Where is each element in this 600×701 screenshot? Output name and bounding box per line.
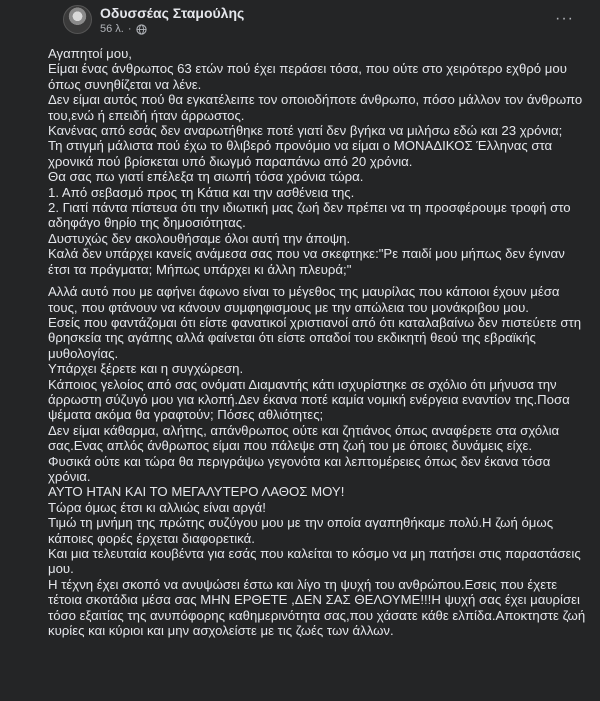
post-paragraph: 1. Από σεβασμό προς τη Κάτια και την ασθένεια της. — [48, 184, 355, 200]
post-paragraph: Κανένας από εσάς δεν αναρωτήθηκε ποτέ γιατί δεν βγήκα να μιλήσω εδώ και 23 χρόνια; — [48, 123, 563, 139]
post-paragraph: Φυσικά ούτε και τώρα θα περιγράψω γεγονότα και λεπτομέρειες όπως δεν έκανα τόσα χρόνια. — [48, 453, 551, 484]
post-paragraph: Θα σας πω γιατί επέλεξα τη σιωπή τόσα χρόνια τώρα. — [48, 169, 364, 185]
post-paragraph: Αγαπητοί μου, — [48, 46, 132, 61]
post-paragraph: Δεν είμαι κάθαρμα, αλήτης, απάνθρωπος ούτε και ζητιάνος όπως αναφέρετε στα σχόλια σας.Ενας απλός άνθρωπος είμαι που πάλεψε στη ζωή του με όποιες δυνάμεις είχε. — [48, 422, 560, 454]
post-paragraph: Καλά δεν υπάρχει κανείς ανάμεσα σας που να σκεφτηκε:"Ρε παιδί μου μήπως δεν έγιναν έτσι τα πράγματα; Μήπως υπάρχει κι άλλη πλευρά;" — [48, 246, 565, 277]
post-paragraph: Είμαι ένας άνθρωπος 63 ετών πού έχει περάσει τόσα, που ούτε στο χειρότερο εχθρό μου όπως συνηθίζεται να λένε. — [48, 61, 567, 92]
post-header — [14, 0, 586, 42]
post-paragraph: Τη στιγμή μάλιστα πού έχω το θλιβερό προνόμιο να είμαι ο ΜΟΝΑΔΙΚΟΣ Έλληνας στα χρονικά πού βρίσκεται υπό διωγμό παραπάνω από 20 χρόνια. — [48, 138, 553, 169]
post-meta: 56 λ. · — [100, 23, 147, 35]
post-paragraph: 2. Γιατί πάντα πίστευα ότι την ιδιωτική μας ζωή δεν πρέπει να τη προσφέρουμε τροφή στο αδηφάγο θηρίο της δημοσιότητας. — [48, 200, 571, 231]
post-paragraph: Αλλά αυτό που με αφήνει άφωνο είναι το μέγεθος της μαυρίλας που κάποιοι έχουν μέσα τους, που φτάνουν να κάνουν συμφηφισμους με την απώλεια του μονάκριβου μου. — [48, 284, 560, 315]
post-time[interactable]: 56 λ. — [100, 23, 124, 35]
post-paragraph: ΑΥΤΟ ΗΤΑΝ ΚΑΙ ΤΟ ΜΕΓΑΛΥΤΕΡΟ ΛΑΘΟΣ ΜΟΥ! — [48, 484, 345, 500]
post-paragraph: Η τέχνη έχει σκοπό να ανυψώσει έστω και λίγο τη ψυχή του ανθρώπου.Εσεις που έχετε τέτοια σκοτάδια μέσα σας ΜΗΝ ΕΡΘΕΤΕ ,ΔΕΝ ΣΑΣ ΘΕΛΟΥΜΕ!!!Η ψυχή σας έχει μαυρίσει τόσο εξαιτίας της ανυπόφορης καθημερινότητα σας,που χάσατε κάθε ελπίδα.Αποκτηστε ζωή κυρίες και κύριοι και μην ασχολείστε με τις ζωές των άλλων. — [48, 576, 586, 639]
post-paragraph: Δεν είμαι αυτός πού θα εγκατέλειπε τον οποιοδήποτε άνθρωπο, πόσο μάλλον τον άνθρωπο του,ενώ ή επειδή ήταν άρρωστος. — [48, 92, 583, 123]
post-paragraph: Τιμώ τη μνήμη της πρώτης συζύγου μου με την οποία αγαπηθήκαμε πολύ.Η ζωή όμως κάποιες φορές έρχεται διαφορετικά. — [48, 515, 554, 546]
post-paragraph: Υπάρχει ξέρετε και η συγχώρεση. — [48, 361, 244, 377]
post-paragraph: Εσείς που φαντάζομαι ότι είστε φανατικοί χριστιανοί από ότι καταλαβαίνω δεν πιστεύετε στη θρησκεία της αγάπης αλλά φαίνεται ότι είστε οπαδοί του εκδικητή θεού της εβραϊκής μυθολογίας. — [48, 314, 582, 361]
post-paragraph: Κάποιος γελοίος από σας ονόματι Διαμαντής κάτι ισχυρίστηκε σε σχόλιο ότι μήνυσα την άρρωστη σύζυγό μου για κλοπή.Δεν έκανα ποτέ καμία νομική ενέργεια εναντίον της.Ποσα ψέματα ακόμα θα γραφτούν; Πόσες αθλιότητες; — [48, 376, 570, 423]
globe-icon — [136, 24, 147, 35]
post-body — [48, 46, 588, 638]
author-avatar[interactable] — [63, 5, 92, 34]
post-paragraph: Και μια τελευταία κουβέντα για εσάς που καλείται το κόσμο να μη πατήσει στις παραστάσεις μου. — [48, 546, 581, 577]
author-name[interactable]: Οδυσσέας Σταμούλης — [100, 5, 245, 21]
more-options-icon[interactable]: ··· — [555, 10, 574, 27]
post-paragraph: Δυστυχώς δεν ακολουθήσαμε όλοι αυτή την άποψη. — [48, 230, 351, 246]
post-paragraph: Τώρα όμως έτσι κι αλλιώς είναι αργά! — [48, 499, 266, 515]
